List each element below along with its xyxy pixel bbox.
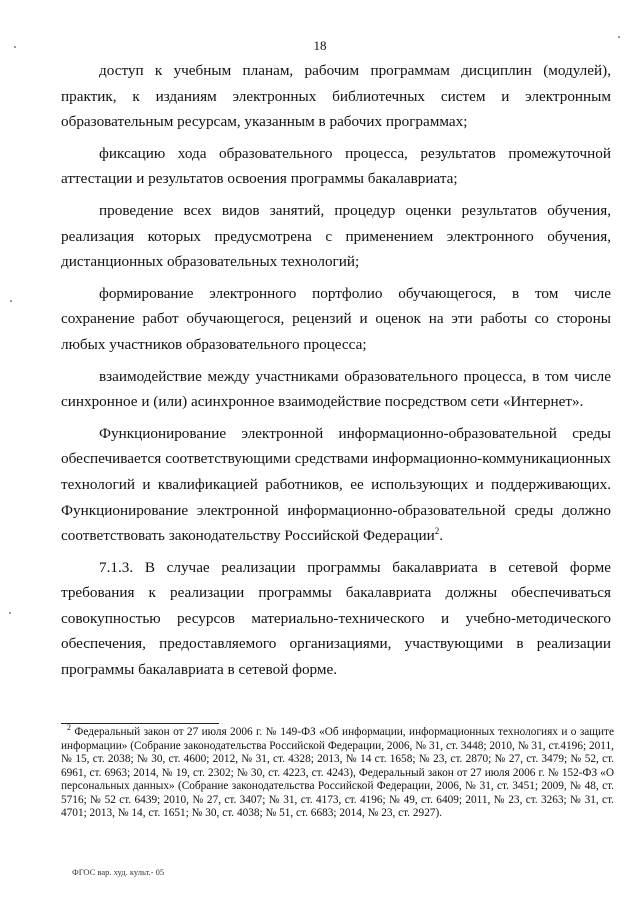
paragraph-functioning: Функционирование электронной информационно-образовательной среды обеспечивается соответствующими средствами информационно-коммуникационных технологий и квалификацией работников, ее использующих и поддерживающих. Функционирование электронной информационно-образовательной среды должно соответствовать законодательству Российской Федерации$^2$. [61, 424, 611, 545]
body-text [61, 58, 611, 683]
paragraph-portfolio: формирование электронного портфолио обучающегося, в том числе сохранение работ обучающегося, рецензий и оценок на эти работы со стороны любых участников образовательного процесса; [61, 284, 611, 353]
document-stamp: ФГОС вар. худ. культ.- 05 [72, 867, 165, 877]
footnote [61, 723, 614, 821]
footnote-text: Федеральный закон от 27 июля 2006 г. № 149-ФЗ «Об информации, информационных технологиях и о защите информации» (Собрание законодательства Российской Федерации, 2006, № 31, ст. 3448; 2010, № 31, ст.4196; 2011, № 15, ст. 2038; № 30, ст. 4600; 2012, № 31, ст. 4328; 2013, № 14 ст. 1658; № 23, ст. 2870; № 27, ст. 3479; № 52, ст. 6961, ст. 6963; 2014, № 19, ст. 2302; № 30, ст. 4223, ст. 4243), Федеральный закон от 27 июля 2006 г. № 152-ФЗ «О персональных данных» (Собрание законодательства Российской Федерации, 2006, № 31, ст. 3451; 2009, № 48, ст. 5716; № 52 ст. 6439; 2010, № 27, ст. 3407; № 31, ст. 4173, ст. 4196; № 49, ст. 6409; 2011, № 23, ст. 3263; № 31, ст. 4701; 2013, № 14, ст. 1651; № 30, ст. 4038; № 51, ст. 6683; 2014, № 23, ст. 2927). [61, 726, 614, 819]
scan-speck [9, 612, 11, 614]
paragraph-network-form: 7.1.3. В случае реализации программы бакалавриата в сетевой форме требования к реализации программы бакалавриата должны обеспечиваться совокупностью ресурсов материально-технического и учебно-методического обеспечения, предоставляемого организациями, участвующими в реализации программы бакалавриата в сетевой форме. [61, 558, 611, 679]
paragraph-conducting: проведение всех видов занятий, процедур оценки результатов обучения, реализация которых предусмотрена с применением электронного обучения, дистанционных образовательных технологий; [61, 201, 611, 271]
footnote-marker: 2 [67, 723, 71, 733]
footnote-reference: 2 [434, 526, 440, 537]
page-number: 18 [313, 38, 327, 53]
paragraph-access: доступ к учебным планам, рабочим программам дисциплин (модулей), практик, к изданиям электронных библиотечных систем и электронным образовательным ресурсам, указанным в рабочих программах; [61, 62, 611, 131]
scan-speck [10, 300, 12, 302]
paragraph-fixation: фиксацию хода образовательного процесса, результатов промежуточной аттестации и результатов освоения программы бакалавриата; [61, 144, 611, 188]
paragraph-functioning-text: Функционирование электронной информационно-образовательной среды обеспечивается соответствующими средствами информационно-коммуникационных технологий и квалификацией работников, ее использующих и поддерживающих. Функционирование электронной информационно-образовательной среды должно соответствовать законодательству Российской Федерации [61, 424, 611, 545]
scan-speck [618, 36, 620, 38]
footnote-separator [61, 723, 219, 724]
scan-speck [14, 46, 16, 48]
paragraph-interaction: взаимодействие между участниками образовательного процесса, в том числе синхронное и (или) асинхронное взаимодействие посредством сети «Интернет». [61, 367, 611, 411]
